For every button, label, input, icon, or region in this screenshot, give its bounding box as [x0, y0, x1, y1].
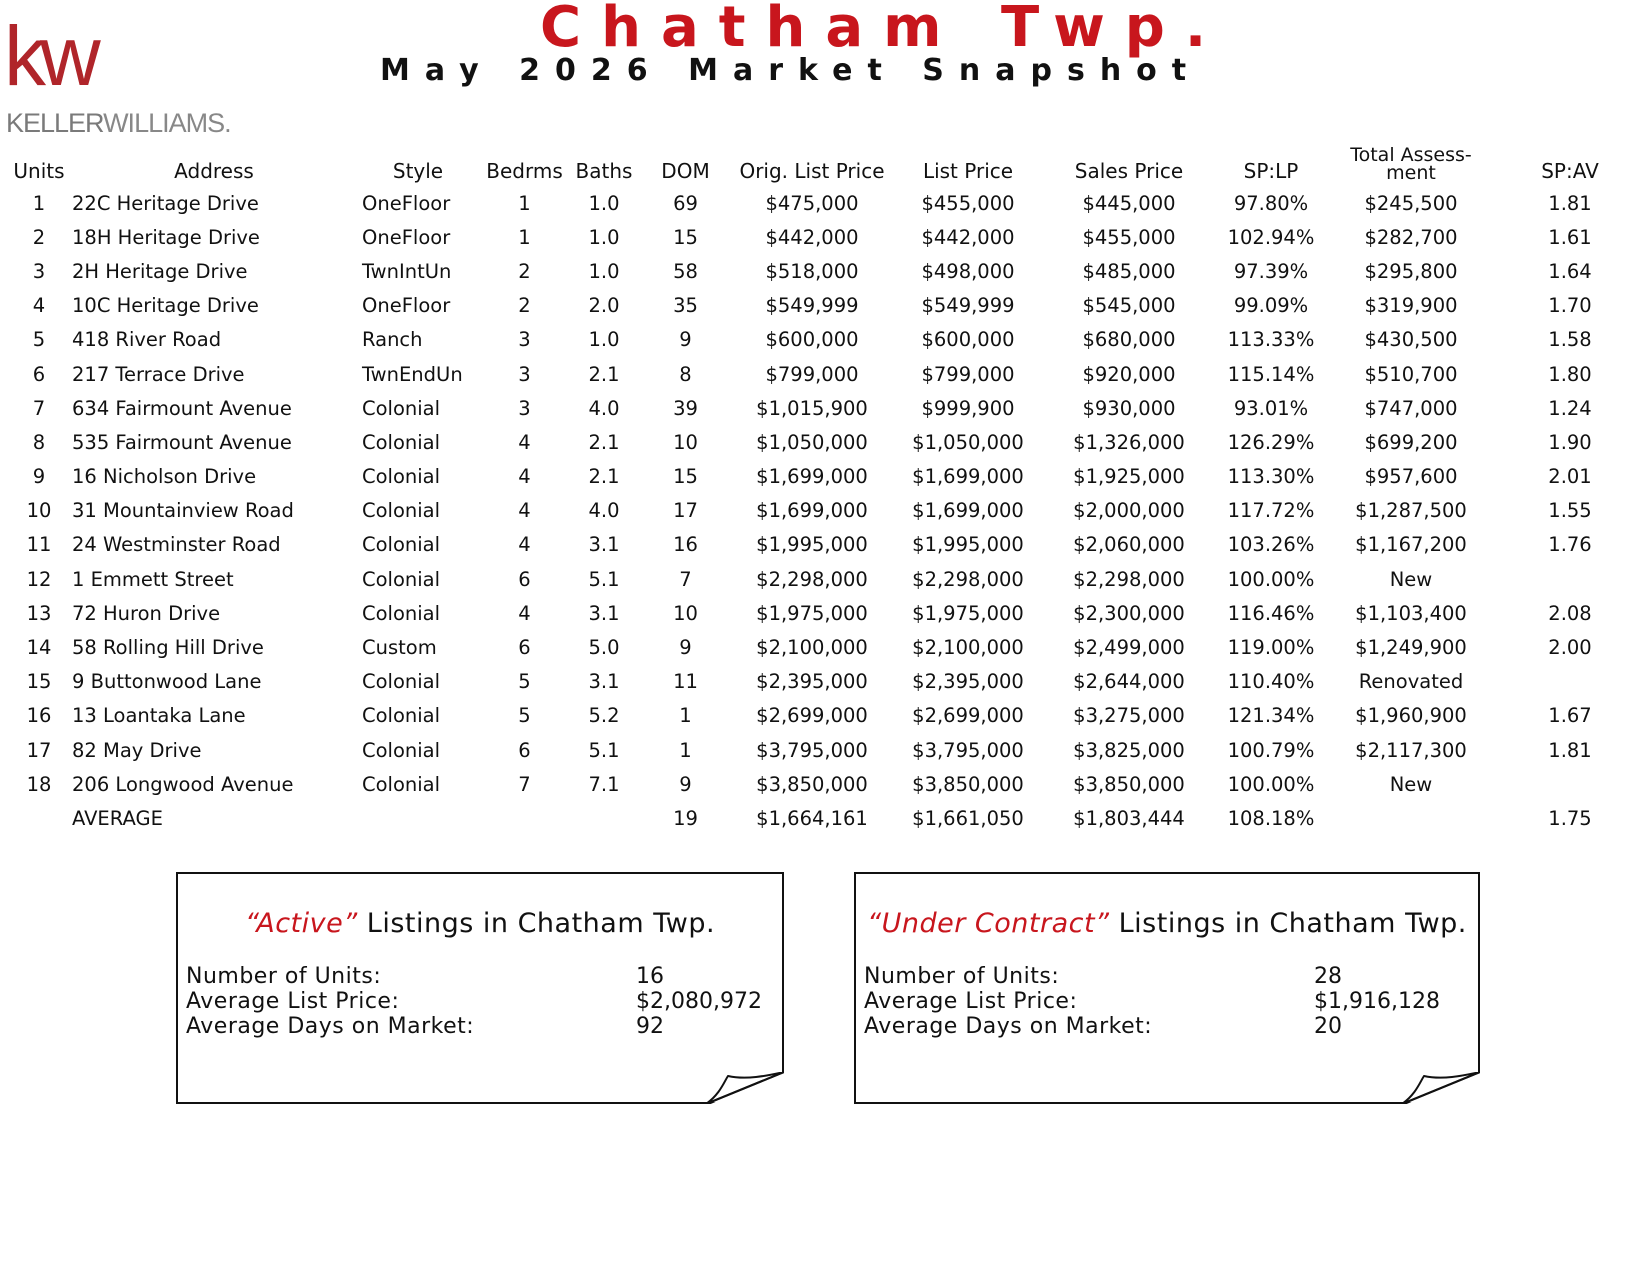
cell-style: Colonial — [362, 670, 441, 694]
cell-list-price: $999,900 — [921, 396, 1015, 420]
under-contract-units-label: Number of Units: — [864, 964, 1060, 989]
active-avg-dom-value: 92 — [636, 1014, 664, 1039]
cell-style: Colonial — [362, 465, 441, 489]
cell-style: Colonial — [362, 430, 441, 454]
cell-units: 2 — [32, 225, 46, 249]
table-row — [8, 186, 1648, 220]
cell-address: 82 May Drive — [72, 738, 202, 762]
col-header-sales-price: Sales Price — [1074, 159, 1184, 183]
cell-sp-lp: 121.34% — [1227, 704, 1315, 728]
cell-list-price: $2,699,000 — [912, 704, 1024, 728]
cell-baths: 5.0 — [588, 636, 620, 660]
cell-bedrooms: 6 — [518, 636, 531, 660]
cell-total-assessment: $1,249,900 — [1355, 636, 1467, 660]
cell-units: 18 — [26, 772, 52, 796]
active-units-label: Number of Units: — [186, 964, 382, 989]
table-header-row — [8, 140, 1648, 186]
cell-list-price: $1,975,000 — [912, 601, 1024, 625]
cell-total-assessment: $1,167,200 — [1355, 533, 1467, 557]
cell-bedrooms: 5 — [518, 670, 531, 694]
cell-sp-lp: 117.72% — [1227, 499, 1315, 523]
col-header-baths: Baths — [575, 159, 633, 183]
col-header-sp-lp: SP:LP — [1243, 159, 1299, 183]
average-assessment-empty — [1330, 801, 1492, 835]
cell-orig-list-price: $475,000 — [765, 191, 859, 215]
cell-list-price: $498,000 — [921, 259, 1015, 283]
col-header-sp-av: SP:AV — [1541, 159, 1599, 183]
table-row — [8, 254, 1648, 288]
cell-orig-list-price: $1,995,000 — [756, 533, 868, 557]
cell-sales-price: $2,300,000 — [1073, 601, 1185, 625]
cell-sp-av — [1492, 665, 1648, 699]
cell-bedrooms: 2 — [518, 294, 531, 318]
cell-address: 206 Longwood Avenue — [72, 772, 294, 796]
cell-dom: 35 — [673, 294, 698, 318]
cell-bedrooms: 6 — [518, 567, 531, 591]
cell-address: 18H Heritage Drive — [72, 225, 260, 249]
table-row — [8, 425, 1648, 459]
cell-dom: 1 — [679, 738, 692, 762]
active-units-value: 16 — [636, 964, 664, 989]
under-contract-card-title: “Under Contract” Listings in Chatham Twp. — [867, 908, 1467, 939]
cell-dom: 15 — [673, 465, 698, 489]
cell-bedrooms: 3 — [518, 362, 531, 386]
table-row — [8, 630, 1648, 664]
under-contract-avg-list-price-label: Average List Price: — [864, 989, 1078, 1014]
cell-sp-av: 1.81 — [1548, 191, 1592, 215]
col-header-address: Address — [174, 159, 254, 183]
cell-sales-price: $2,060,000 — [1073, 533, 1185, 557]
cell-style: Colonial — [362, 396, 441, 420]
cell-units: 11 — [26, 533, 52, 557]
cell-orig-list-price: $1,699,000 — [756, 499, 868, 523]
table-row — [8, 357, 1648, 391]
col-header-style: Style — [392, 159, 444, 183]
cell-baths: 5.1 — [588, 738, 620, 762]
cell-sp-av — [1492, 562, 1648, 596]
average-label: AVERAGE — [72, 806, 163, 830]
cell-sales-price: $445,000 — [1082, 191, 1176, 215]
cell-units: 1 — [32, 191, 46, 215]
cell-sales-price: $1,326,000 — [1073, 430, 1185, 454]
cell-list-price: $2,395,000 — [912, 670, 1024, 694]
cell-units: 12 — [26, 567, 52, 591]
under-contract-avg-dom-value: 20 — [1314, 1014, 1342, 1039]
cell-address: 31 Mountainview Road — [72, 499, 294, 523]
cell-total-assessment: $282,700 — [1364, 225, 1458, 249]
cell-sales-price: $2,298,000 — [1073, 567, 1185, 591]
cell-total-assessment: $699,200 — [1364, 430, 1458, 454]
cell-orig-list-price: $2,699,000 — [756, 704, 868, 728]
cell-style: OneFloor — [362, 225, 451, 249]
cell-dom: 1 — [679, 704, 692, 728]
cell-style: Colonial — [362, 533, 441, 557]
cell-sales-price: $485,000 — [1082, 259, 1176, 283]
cell-units: 14 — [26, 636, 52, 660]
cell-sp-lp: 102.94% — [1227, 225, 1315, 249]
cell-list-price: $455,000 — [921, 191, 1015, 215]
cell-style: Colonial — [362, 601, 441, 625]
cell-total-assessment: New — [1389, 772, 1433, 796]
active-avg-dom-label: Average Days on Market: — [186, 1014, 475, 1039]
cell-sales-price: $545,000 — [1082, 294, 1176, 318]
cell-sales-price: $455,000 — [1082, 225, 1176, 249]
cell-sales-price: $930,000 — [1082, 396, 1176, 420]
cell-sales-price: $920,000 — [1082, 362, 1176, 386]
cell-sp-av: 1.58 — [1548, 328, 1592, 352]
cell-orig-list-price: $799,000 — [765, 362, 859, 386]
table-row — [8, 596, 1648, 630]
cell-bedrooms: 4 — [518, 465, 531, 489]
cell-list-price: $1,699,000 — [912, 499, 1024, 523]
cell-baths: 3.1 — [588, 670, 620, 694]
table-row — [8, 733, 1648, 767]
cell-bedrooms: 4 — [518, 601, 531, 625]
cell-total-assessment: $295,800 — [1364, 259, 1458, 283]
col-header-dom: DOM — [661, 159, 710, 183]
table-row — [8, 391, 1648, 425]
cell-units: 10 — [26, 499, 52, 523]
col-header-units: Units — [13, 159, 65, 183]
cell-address: 16 Nicholson Drive — [72, 465, 257, 489]
cell-sp-av: 1.64 — [1548, 259, 1592, 283]
cell-bedrooms: 1 — [518, 191, 531, 215]
col-header-orig-list-price: Orig. List Price — [739, 159, 885, 183]
cell-list-price: $3,850,000 — [912, 772, 1024, 796]
cell-address: 535 Fairmount Avenue — [72, 430, 292, 454]
cell-dom: 39 — [673, 396, 698, 420]
cell-style: OneFloor — [362, 294, 451, 318]
cell-orig-list-price: $3,850,000 — [756, 772, 868, 796]
cell-list-price: $442,000 — [921, 225, 1015, 249]
col-header-list-price: List Price — [922, 159, 1014, 183]
under-contract-listings-card — [854, 872, 1480, 1104]
cell-list-price: $1,050,000 — [912, 430, 1024, 454]
cell-address: 1 Emmett Street — [72, 567, 234, 591]
cell-dom: 7 — [679, 567, 692, 591]
cell-units: 6 — [32, 362, 46, 386]
active-avg-list-price-label: Average List Price: — [186, 989, 400, 1014]
cell-baths: 7.1 — [588, 772, 620, 796]
cell-sales-price: $2,644,000 — [1073, 670, 1185, 694]
cell-dom: 11 — [673, 670, 698, 694]
keller-williams-logo — [4, 9, 244, 140]
cell-address: 10C Heritage Drive — [72, 294, 259, 318]
cell-sp-av: 2.00 — [1548, 636, 1592, 660]
cell-dom: 16 — [673, 533, 698, 557]
col-header-bedrooms: Bedrms — [486, 159, 563, 183]
cell-total-assessment: New — [1389, 567, 1433, 591]
cell-sp-av: 1.24 — [1548, 396, 1592, 420]
cell-orig-list-price: $1,699,000 — [756, 465, 868, 489]
cell-address: 13 Loantaka Lane — [72, 704, 246, 728]
cell-units: 9 — [32, 465, 46, 489]
cell-orig-list-price: $1,050,000 — [756, 430, 868, 454]
cell-units: 15 — [26, 670, 52, 694]
under-contract-units-value: 28 — [1314, 964, 1342, 989]
table-row — [8, 699, 1648, 733]
cell-total-assessment: $430,500 — [1364, 328, 1458, 352]
cell-bedrooms: 5 — [518, 704, 531, 728]
cell-style: Colonial — [362, 499, 441, 523]
table-row — [8, 665, 1648, 699]
cell-bedrooms: 4 — [518, 533, 531, 557]
cell-style: Custom — [362, 636, 437, 660]
table-row — [8, 767, 1648, 801]
table-row — [8, 494, 1648, 528]
cell-total-assessment: $2,117,300 — [1355, 738, 1467, 762]
page-title: Chatham Twp. — [540, 0, 1227, 60]
cell-orig-list-price: $1,015,900 — [756, 396, 868, 420]
cell-address: 24 Westminster Road — [72, 533, 281, 557]
cell-sp-av: 1.61 — [1548, 225, 1592, 249]
cell-address: 9 Buttonwood Lane — [72, 670, 262, 694]
table-row — [8, 289, 1648, 323]
cell-baths: 2.0 — [588, 294, 620, 318]
cell-dom: 10 — [673, 601, 698, 625]
cell-sp-av: 1.80 — [1548, 362, 1592, 386]
cell-sp-av: 1.90 — [1548, 430, 1592, 454]
average-orig-list-price: $1,664,161 — [756, 806, 868, 830]
cell-sp-av — [1492, 767, 1648, 801]
cell-bedrooms: 6 — [518, 738, 531, 762]
table-row — [8, 220, 1648, 254]
under-contract-avg-list-price-value: $1,916,128 — [1314, 989, 1440, 1014]
cell-units: 3 — [32, 259, 46, 283]
cell-dom: 15 — [673, 225, 698, 249]
cell-style: Colonial — [362, 567, 441, 591]
cell-address: 72 Huron Drive — [72, 601, 221, 625]
cell-list-price: $549,999 — [921, 294, 1015, 318]
cell-style: TwnIntUn — [362, 259, 452, 283]
cell-sales-price: $1,925,000 — [1073, 465, 1185, 489]
active-listings-card — [176, 872, 784, 1104]
average-bedrooms-empty — [478, 801, 571, 835]
cell-sp-lp: 103.26% — [1227, 533, 1315, 557]
logo-kw-mark: kw — [4, 9, 95, 103]
logo-wordmark: KELLERWILLIAMS. — [6, 108, 231, 138]
table-row — [8, 323, 1648, 357]
average-units-empty — [8, 801, 70, 835]
cell-sp-lp: 97.80% — [1233, 191, 1309, 215]
cell-orig-list-price: $3,795,000 — [756, 738, 868, 762]
cell-orig-list-price: $2,395,000 — [756, 670, 868, 694]
cell-sp-lp: 119.00% — [1227, 636, 1315, 660]
cell-sp-av: 2.01 — [1548, 465, 1592, 489]
table-row — [8, 460, 1648, 494]
cell-style: Colonial — [362, 704, 441, 728]
cell-list-price: $1,699,000 — [912, 465, 1024, 489]
average-style-empty — [358, 801, 478, 835]
cell-address: 217 Terrace Drive — [72, 362, 245, 386]
cell-baths: 5.2 — [588, 704, 620, 728]
cell-baths: 2.1 — [588, 465, 620, 489]
average-row — [8, 801, 1648, 835]
cell-sp-lp: 93.01% — [1233, 396, 1309, 420]
cell-orig-list-price: $549,999 — [765, 294, 859, 318]
cell-dom: 9 — [679, 636, 692, 660]
cell-total-assessment: $747,000 — [1364, 396, 1458, 420]
cell-sp-lp: 113.33% — [1227, 328, 1315, 352]
cell-baths: 3.1 — [588, 533, 620, 557]
cell-dom: 9 — [679, 772, 692, 796]
cell-baths: 1.0 — [588, 191, 620, 215]
cell-bedrooms: 4 — [518, 499, 531, 523]
average-sp-lp: 108.18% — [1227, 806, 1315, 830]
cell-address: 58 Rolling Hill Drive — [72, 636, 264, 660]
cell-units: 8 — [32, 430, 46, 454]
cell-units: 13 — [26, 601, 52, 625]
cell-total-assessment: $245,500 — [1364, 191, 1458, 215]
page-curl-icon — [706, 1072, 784, 1104]
cell-sales-price: $3,825,000 — [1073, 738, 1185, 762]
cell-total-assessment: $1,960,900 — [1355, 704, 1467, 728]
active-avg-list-price-value: $2,080,972 — [636, 989, 762, 1014]
cell-sp-lp: 115.14% — [1227, 362, 1315, 386]
cell-sales-price: $3,275,000 — [1073, 704, 1185, 728]
cell-style: Colonial — [362, 738, 441, 762]
cell-bedrooms: 7 — [518, 772, 531, 796]
cell-orig-list-price: $1,975,000 — [756, 601, 868, 625]
cell-sp-av: 1.55 — [1548, 499, 1592, 523]
cell-total-assessment: Renovated — [1358, 670, 1464, 694]
cell-orig-list-price: $2,298,000 — [756, 567, 868, 591]
cell-dom: 8 — [679, 362, 692, 386]
cell-bedrooms: 4 — [518, 430, 531, 454]
cell-address: 634 Fairmount Avenue — [72, 396, 292, 420]
cell-total-assessment: $1,103,400 — [1355, 601, 1467, 625]
cell-dom: 17 — [673, 499, 698, 523]
cell-sp-av: 1.70 — [1548, 294, 1592, 318]
cell-bedrooms: 2 — [518, 259, 531, 283]
average-dom: 19 — [673, 806, 698, 830]
sales-table — [8, 140, 1648, 836]
cell-units: 17 — [26, 738, 52, 762]
cell-dom: 58 — [673, 259, 698, 283]
cell-sp-lp: 110.40% — [1227, 670, 1315, 694]
cell-units: 7 — [32, 396, 46, 420]
cell-dom: 10 — [673, 430, 698, 454]
cell-units: 16 — [26, 704, 52, 728]
average-sales-price: $1,803,444 — [1073, 806, 1185, 830]
cell-bedrooms: 1 — [518, 225, 531, 249]
cell-orig-list-price: $518,000 — [765, 259, 859, 283]
cell-dom: 69 — [673, 191, 698, 215]
cell-bedrooms: 3 — [518, 328, 531, 352]
cell-baths: 2.1 — [588, 362, 620, 386]
cell-list-price: $2,100,000 — [912, 636, 1024, 660]
cell-sales-price: $680,000 — [1082, 328, 1176, 352]
under-contract-avg-dom-label: Average Days on Market: — [864, 1014, 1153, 1039]
cell-baths: 4.0 — [588, 396, 620, 420]
cell-units: 5 — [32, 328, 46, 352]
cell-address: 2H Heritage Drive — [72, 259, 248, 283]
cell-baths: 2.1 — [588, 430, 620, 454]
cell-list-price: $2,298,000 — [912, 567, 1024, 591]
cell-style: Ranch — [362, 328, 423, 352]
cell-orig-list-price: $600,000 — [765, 328, 859, 352]
cell-style: OneFloor — [362, 191, 451, 215]
cell-baths: 1.0 — [588, 328, 620, 352]
average-list-price: $1,661,050 — [912, 806, 1024, 830]
cell-sales-price: $2,499,000 — [1073, 636, 1185, 660]
cell-baths: 1.0 — [588, 225, 620, 249]
table-body — [8, 186, 1648, 801]
cell-list-price: $1,995,000 — [912, 533, 1024, 557]
active-card-title: “Active” Listings in Chatham Twp. — [244, 908, 716, 939]
cell-baths: 3.1 — [588, 601, 620, 625]
cell-sp-lp: 100.00% — [1227, 567, 1315, 591]
cell-baths: 5.1 — [588, 567, 620, 591]
cell-address: 418 River Road — [72, 328, 222, 352]
cell-total-assessment: $957,600 — [1364, 465, 1458, 489]
cell-orig-list-price: $2,100,000 — [756, 636, 868, 660]
cell-dom: 9 — [679, 328, 692, 352]
average-sp-av: 1.75 — [1548, 806, 1592, 830]
cell-total-assessment: $319,900 — [1364, 294, 1458, 318]
cell-units: 4 — [32, 294, 46, 318]
cell-sp-lp: 126.29% — [1227, 430, 1315, 454]
cell-style: TwnEndUn — [362, 362, 463, 386]
cell-sp-lp: 116.46% — [1227, 601, 1315, 625]
cell-bedrooms: 3 — [518, 396, 531, 420]
cell-total-assessment: $1,287,500 — [1355, 499, 1467, 523]
page-subtitle: May 2026 Market Snapshot — [380, 53, 1202, 88]
cell-sp-lp: 100.00% — [1227, 772, 1315, 796]
cell-total-assessment: $510,700 — [1364, 362, 1458, 386]
cell-address: 22C Heritage Drive — [72, 191, 259, 215]
table-row — [8, 562, 1648, 596]
cell-sales-price: $3,850,000 — [1073, 772, 1185, 796]
cell-sp-lp: 99.09% — [1233, 294, 1309, 318]
cell-sp-av: 1.81 — [1548, 738, 1592, 762]
cell-sp-lp: 100.79% — [1227, 738, 1315, 762]
col-header-total-assessment: Total Assess-ment — [1350, 143, 1472, 184]
cell-baths: 1.0 — [588, 259, 620, 283]
cell-sp-av: 1.67 — [1548, 704, 1592, 728]
cell-list-price: $799,000 — [921, 362, 1015, 386]
cell-sales-price: $2,000,000 — [1073, 499, 1185, 523]
cell-orig-list-price: $442,000 — [765, 225, 859, 249]
cell-style: Colonial — [362, 772, 441, 796]
cell-baths: 4.0 — [588, 499, 620, 523]
cell-list-price: $600,000 — [921, 328, 1015, 352]
cell-sp-lp: 97.39% — [1233, 259, 1309, 283]
table-row — [8, 528, 1648, 562]
page-curl-icon — [1402, 1072, 1480, 1104]
cell-sp-av: 2.08 — [1548, 601, 1592, 625]
average-baths-empty — [571, 801, 637, 835]
cell-list-price: $3,795,000 — [912, 738, 1024, 762]
cell-sp-av: 1.76 — [1548, 533, 1592, 557]
cell-sp-lp: 113.30% — [1227, 465, 1315, 489]
